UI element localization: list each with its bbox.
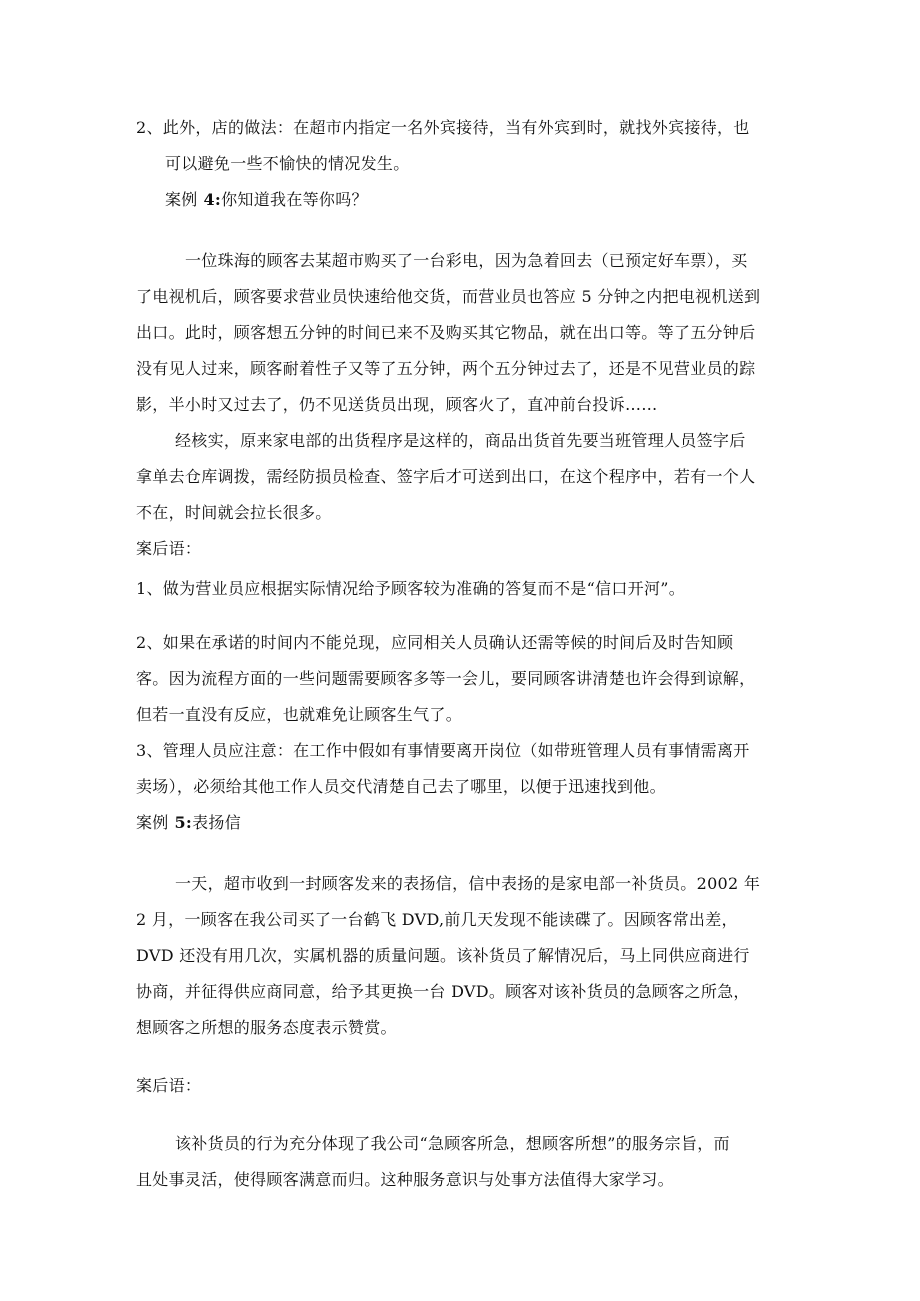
paragraph-line: 协商，并征得供应商同意，给予其更换一台 DVD。顾客对该补货员的急顾客之所急， [136, 982, 750, 1001]
paragraph-line: 拿单去仓库调拨，需经防损员检查、签字后才可送到出口，在这个程序中，若有一个人 [136, 467, 756, 486]
list-item-2-line-2: 客。因为流程方面的一些问题需要顾客多等一会儿，要同顾客讲清楚也许会得到谅解， [136, 669, 756, 688]
paragraph-line: 该补货员的行为充分体现了我公司“急顾客所急，想顾客所想”的服务宗旨，而 [175, 1134, 730, 1153]
paragraph-line: 一天，超市收到一封顾客发来的表扬信，信中表扬的是家电部一补货员。2002 年 [175, 874, 761, 893]
paragraph-line: 且处事灵活，使得顾客满意而归。这种服务意识与处事方法值得大家学习。 [136, 1170, 674, 1189]
case-title: 你知道我在等你吗？ [221, 190, 368, 209]
paragraph-line: 想顾客之所想的服务态度表示赞赏。 [136, 1018, 397, 1037]
paragraph-line: 没有见人过来，顾客耐着性子又等了五分钟，两个五分钟过去了，还是不见营业员的踪 [136, 359, 756, 378]
paragraph-line: 一位珠海的顾客去某超市购买了一台彩电，因为急着回去（已预定好车票），买 [185, 251, 748, 270]
case-5-heading [136, 812, 241, 834]
case-number: 4: [197, 190, 222, 209]
list-item-2-line-1: 2、如果在承诺的时间内不能兑现，应同相关人员确认还需等候的时间后及时告知顾 [136, 633, 734, 652]
paragraph-line: 经核实，原来家电部的出货程序是这样的，商品出货首先要当班管理人员签字后 [175, 431, 746, 450]
paragraph-line: 2 月，一顾客在我公司买了一台鹤飞 DVD,前几天发现不能读碟了。因顾客常出差， [136, 910, 738, 929]
paragraph-line: 影，半小时又过去了，仍不见送货员出现，顾客火了，直冲前台投诉…… [136, 395, 658, 414]
paragraph-line: DVD 还没有用几次，实属机器的质量问题。该补货员了解情况后，马上同供应商进行 [136, 946, 750, 965]
list-item-2-line-3: 但若一直没有反应，也就难免让顾客生气了。 [136, 705, 463, 724]
list-item-2-line-2: 可以避免一些不愉快的情况发生。 [165, 154, 410, 173]
list-item-2-line-1: 2、此外，店的做法：在超市内指定一名外宾接待，当有外宾到时，就找外宾接待，也 [136, 118, 750, 137]
case-label: 案例 [136, 813, 169, 832]
case-title: 表扬信 [192, 813, 242, 832]
list-item-3-line-1: 3、管理人员应注意：在工作中假如有事情要离开岗位（如带班管理人员有事情需离开 [136, 741, 750, 760]
list-item-1: 1、做为营业员应根据实际情况给予顾客较为准确的答复而不是“信口开河”。 [136, 579, 686, 598]
case-afterword-label: 案后语： [136, 1076, 202, 1095]
case-4-heading [165, 189, 368, 211]
case-label: 案例 [165, 190, 198, 209]
paragraph-line: 不在，时间就会拉长很多。 [136, 503, 332, 522]
case-afterword-label: 案后语： [136, 539, 202, 558]
paragraph-line: 出口。此时，顾客想五分钟的时间已来不及购买其它物品，就在出口等。等了五分钟后 [136, 323, 756, 342]
paragraph-line: 了电视机后，顾客要求营业员快速给他交货，而营业员也答应 5 分钟之内把电视机送到 [136, 287, 761, 306]
list-item-3-line-2: 卖场），必须给其他工作人员交代清楚自己去了哪里，以便于迅速找到他。 [136, 777, 666, 796]
case-number: 5: [168, 813, 193, 832]
